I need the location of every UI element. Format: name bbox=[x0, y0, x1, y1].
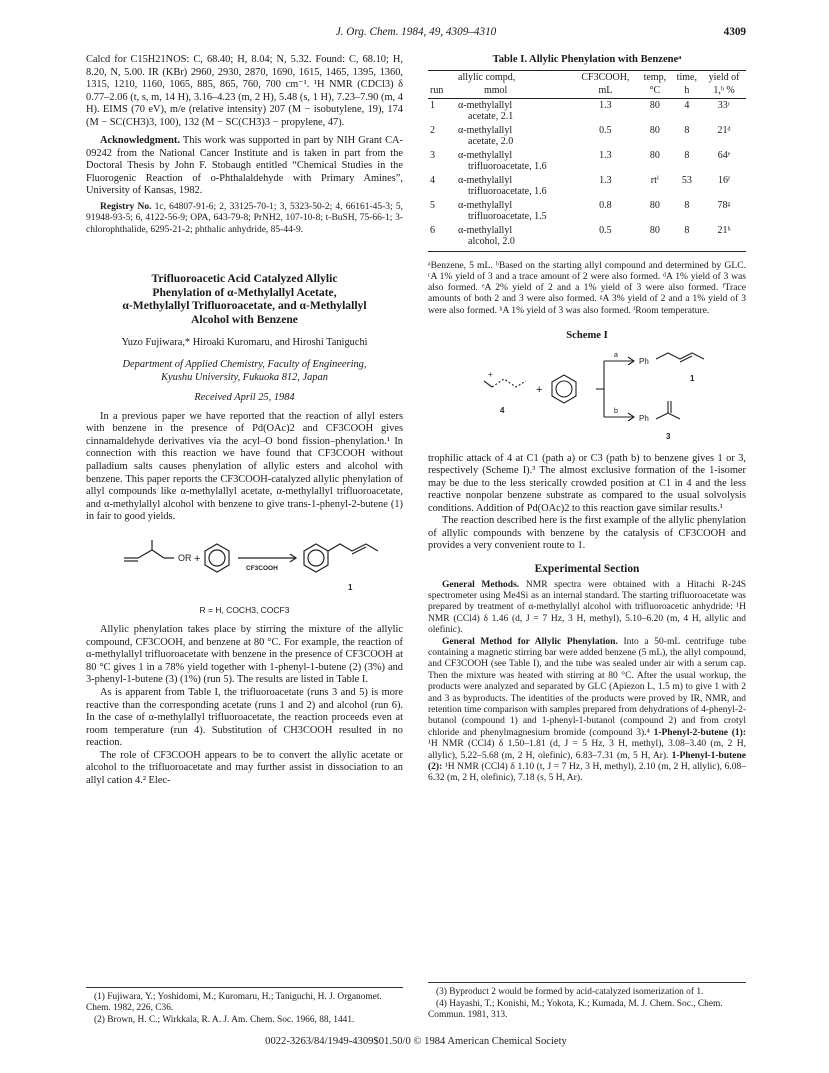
affiliation bbox=[86, 359, 403, 384]
run-cell: 6 bbox=[428, 224, 456, 252]
registry-paragraph bbox=[86, 202, 403, 236]
scheme-drawing bbox=[428, 347, 746, 443]
table-header-cell: 1,ᵇ % bbox=[702, 84, 746, 98]
compound-2-data: ¹H NMR (CCl4) δ 1.10 (t, J = 7 Hz, 3 H, methyl), 2.10 (m, 2 H, allylic), 6.08–6.32 (m, 2 H, olefinic), 7.18 (s, 5 H, Ar). bbox=[428, 762, 746, 784]
time-cell: 8 bbox=[684, 124, 690, 136]
table-header-cell: h bbox=[672, 84, 703, 98]
yield-cell: 64ᵉ bbox=[717, 149, 731, 161]
compound-name: α-methylallyl bbox=[458, 224, 513, 236]
procedure-text: Into a 50-mL centrifuge tube containing a magnetic stirring bar were added benzene (5 mL), the allyl compound, and CF3COOH (see Table I), and the tube was sealed under air with a serum cap. Then the mixture was heated with stirring at 80 °C. After the usual workup, the products were analyzed and separated by GLC (Apiezon L, 1.5 m) to give 1 with 2 and 3 as byproducts. The identities of the products were proved by IR, NMR, and retention time comparison with samples prepared from dehydrations of 4-phenyl-2-butanol (compound 1) and 1-phenyl-1-butanol (compound 2) and from crotyl chloride and phenylmagnesium bromide (compound 3).⁴ bbox=[428, 636, 746, 738]
compound-1-heading: 1-Phenyl-2-butene (1): bbox=[649, 727, 747, 738]
running-header bbox=[86, 26, 746, 40]
intro-paragraph: In a previous paper we have reported that the reaction of allyl esters with benzene in the presence of Pd(OAc)2 and CF3COOH gives cinnamaldehyde derivatives via the acyl–O bond fission–phenylation.¹ In connection with this reaction we have found that CF3COOH without palladium salts causes phenylation of allylic esters and alcohol with benzene. This paper reports the CF3COOH-catalyzed allylic phenylation of allyl compounds like α-methylallyl acetate, α-methylallyl trifluoroacetate, and α-methylallyl alcohol with benzene to give trans-1-phenyl-2-butene (1) in fair to good yields. bbox=[86, 410, 403, 523]
article-title bbox=[86, 272, 403, 326]
run-cell: 2 bbox=[430, 124, 435, 136]
table-header-cell: yield of bbox=[702, 70, 746, 84]
or-group-label: OR bbox=[178, 552, 192, 563]
compound-amount: acetate, 2.1 bbox=[468, 111, 514, 123]
acid-cell: 0.8 bbox=[599, 199, 612, 211]
time-cell: 8 bbox=[672, 224, 703, 252]
compound-name: α-methylallyl bbox=[458, 99, 513, 111]
procedure-paragraph bbox=[428, 637, 746, 785]
path-a-label: a bbox=[614, 351, 618, 359]
acknowledgment-text: This work was supported in part by NIH Grant CA-09242 from the National Cancer Institute and is taken in part from the Doctoral Thesis by John F. Stobaugh entitled “Chemical Studies in the Fluorogenic Reaction of o-Phthalaldehyde with Primary Amines”, University of Kansas, 1982. bbox=[86, 135, 403, 197]
article-title-line: α-Methylallyl Trifluoroacetate, and α-Methylallyl bbox=[122, 299, 367, 313]
compound-1-data: ¹H NMR (CCl4) δ 1.50–1.81 (d, J = 5 Hz, 3 H, methyl), 3.08–3.40 (m, 2 H, allylic), 5.22–5.68 (m, 2 H, olefinic), 6.83–7.31 (m, 5 H, Ar). bbox=[428, 739, 746, 761]
copyright-footer: 0022-3263/84/1949-4309$01.50/0 © 1984 American Chemical Society bbox=[265, 1036, 567, 1047]
table-row bbox=[428, 199, 746, 224]
temp-cell: 80 bbox=[649, 199, 660, 211]
table-header-cell: °C bbox=[638, 84, 671, 98]
procedure-label: General Method for Allylic Phenylation. bbox=[442, 636, 618, 647]
compound-amount: acetate, 2.0 bbox=[468, 136, 514, 148]
compound-3-label: 3 bbox=[666, 431, 671, 441]
yield-cell: 33ᶜ bbox=[717, 99, 731, 111]
journal-citation: J. Org. Chem. 1984, 49, 4309–4310 bbox=[335, 26, 497, 38]
compound-amount: alcohol, 2.0 bbox=[468, 236, 515, 248]
run-cell: 1 bbox=[430, 99, 435, 111]
footnote: (3) Byproduct 2 would be formed by acid-catalyzed isomerization of 1. bbox=[436, 987, 704, 997]
body-paragraph: The role of CF3COOH appears to be to convert the allylic acetate or alcohol to the trifluoroacetate and may further assist in dissociation to an allyl cation 4.² Elec- bbox=[86, 749, 403, 786]
run-cell: 5 bbox=[430, 199, 435, 211]
compound-amount: trifluoroacetate, 1.6 bbox=[468, 186, 547, 198]
product-number: 1 bbox=[348, 582, 353, 592]
reagent-label: CF3COOH bbox=[246, 564, 278, 572]
table-header-cell: run bbox=[428, 84, 456, 98]
table-row bbox=[428, 149, 746, 174]
run-cell: 4 bbox=[430, 174, 435, 186]
acid-cell: 1.3 bbox=[599, 99, 612, 111]
acknowledgment-label: Acknowledgment. bbox=[100, 135, 180, 147]
methods-text: NMR spectra were obtained with a Hitachi R-24S spectrometer using Me4Si as an internal standard. The starting trifluoroacetate was prepared by treatment of α-methylallyl alcohol with trifluoroacetic anhydride: ¹H NMR (CCl4) δ 1.46 (d, J = 7 Hz, 3 H, methyl), 5.10–6.20 (m, 4 H, allylic and olefinic). bbox=[428, 579, 746, 636]
compound-name: α-methylallyl bbox=[458, 124, 513, 136]
compound-name: α-methylallyl bbox=[458, 199, 513, 211]
cation-charge-label: + bbox=[488, 369, 493, 379]
compound-amount: trifluoroacetate, 1.6 bbox=[468, 161, 547, 173]
time-cell: 8 bbox=[684, 199, 690, 211]
left-column bbox=[86, 54, 403, 787]
registry-label: Registry No. bbox=[100, 202, 152, 213]
plus-sign: + bbox=[194, 552, 201, 565]
compound-cell bbox=[456, 124, 573, 149]
footnotes-left bbox=[86, 987, 403, 1027]
footnotes-right bbox=[428, 982, 746, 1022]
temp-cell: 80 bbox=[649, 99, 660, 111]
table-row bbox=[428, 174, 746, 199]
table-footnotes: ᵃBenzene, 5 mL. ᵇBased on the starting allyl compound and determined by GLC. ᶜA 1% yield of 3 and a trace amount of 2 were also formed. ᵈA 1% yield of 3 was also formed. ᵉA 2% yield of 2 and a 1% yield of 3 were also formed. ᶠTrace amounts of both 2 and 3 were also formed. ᵍA 3% yield of 2 and a 1% yield of 3 were also formed. ʰA 1% yield of 3 was also formed. ⁱRoom temperature. bbox=[428, 259, 746, 316]
table-header-cell bbox=[428, 70, 456, 84]
received-date: Received April 25, 1984 bbox=[194, 392, 295, 404]
yield-cell: 21ʰ bbox=[702, 224, 746, 252]
compound-name: α-methylallyl bbox=[458, 149, 513, 161]
body-paragraph: As is apparent from Table I, the trifluoroacetate (runs 3 and 5) is more reactive than the corresponding acetate (runs 1 and 2) and alcohol (run 6). In the case of α-methylallyl trifluoroacetate, the reaction proceeds even at room temperature (run 4). Substitution of CH3COOH resulted in no reaction. bbox=[86, 687, 403, 749]
yield-cell: 16ᶠ bbox=[718, 174, 731, 186]
body-paragraph: The reaction described here is the first example of the allylic phenylation of allylic compounds with benzene by the catalysis of CF3COOH and provides a very convenient route to 1. bbox=[428, 515, 746, 552]
body-paragraph: Allylic phenylation takes place by stirring the mixture of the allylic compound, CF3COOH, and benzene at 80 °C. For example, the reaction of α-methylallyl trifluoroacetate with benzene in the presence of CF3COOH at 80 °C gives 1 in a 78% yield together with 1-phenyl-1-butene (2) (3%) and 3-phenyl-1-butene (3) (1%) (run 5). The results are listed in Table I. bbox=[86, 624, 403, 686]
analysis-data-paragraph: Calcd for C15H21NOS: C, 68.40; H, 8.04; N, 5.32. Found: C, 68.10; H, 8.20, N, 5.00. IR (KBr) 2960, 2930, 2870, 1690, 1615, 1465, 1395, 1360, 1315, 1210, 1160, 1065, 885, 865, 760, 700 cm⁻¹. ¹H NMR (CDCl3) δ 0.77–2.06 (t, s, m, 14 H), 3.16–4.23 (m, 2 H), 5.48 (s, 1 H), 7.23–7.90 (m, 4 H). EIMS (70 eV), m/e (relative intensity) 207 (M − isobutylene, 19), 174 (M − SC(CH3)3, 100), 132 (M − SC(CH3)3 − propylene, 47). bbox=[86, 54, 403, 128]
footnote-divider bbox=[428, 982, 746, 983]
reaction-equation-drawing bbox=[86, 530, 403, 600]
phenyl-label-bottom: Ph bbox=[639, 413, 649, 423]
table-row bbox=[428, 224, 746, 252]
compound-amount: trifluoroacetate, 1.5 bbox=[468, 211, 547, 223]
scheme-title: Scheme I bbox=[566, 330, 608, 342]
compound-4-label: 4 bbox=[500, 405, 505, 415]
section-heading: Experimental Section bbox=[534, 562, 640, 575]
results-table bbox=[428, 70, 746, 252]
compound-1-label: 1 bbox=[690, 373, 695, 383]
table-title: Table I. Allylic Phenylation with Benzeneᵃ bbox=[492, 54, 682, 65]
article-title-line: Phenylation of α-Methylallyl Acetate, bbox=[152, 285, 337, 299]
acid-cell: 1.3 bbox=[599, 174, 612, 186]
table-header-cell: mmol bbox=[456, 84, 573, 98]
yield-cell: 78ᵍ bbox=[717, 199, 731, 211]
temp-cell: 80 bbox=[649, 124, 660, 136]
yield-cell: 21ᵈ bbox=[717, 124, 731, 136]
article-title-line: Trifluoroacetic Acid Catalyzed Allylic bbox=[151, 272, 338, 286]
registry-text: 1c, 64807-91-6; 2, 33125-70-1; 3, 5323-50-2; 4, 66161-45-3; 5, 91948-93-5; 6, 4122-56-9; OPA, 643-79-8; PrNH2, 107-10-8; t-BuSH, 75-66-1; 3-chlorophthalide, 6295-21-2; phthalic anhydride, 85-44-9. bbox=[86, 202, 404, 235]
table-row bbox=[428, 98, 746, 124]
footnote: (4) Hayashi, T.; Konishi, M.; Yokota, K.; Kumada, M. J. Chem. Soc., Chem. Commun. 1981, 313. bbox=[428, 999, 723, 1020]
compound-name: α-methylallyl bbox=[458, 174, 513, 186]
table-header-cell: mL bbox=[573, 84, 639, 98]
acid-cell: 1.3 bbox=[599, 149, 612, 161]
reaction-equation bbox=[86, 530, 403, 600]
compound-cell bbox=[456, 149, 573, 174]
scheme-plus-sign: + bbox=[536, 383, 543, 396]
temp-cell: rtⁱ bbox=[650, 174, 659, 186]
body-paragraph: trophilic attack of 4 at C1 (path a) or C3 (path b) to benzene gives 1 or 3, respectively (Scheme I).³ The almost exclusive formation of the 1-isomer may be due to the less sterically crowded position at C1 in 4 and the less reactive nonpolar benzene substrate as compared to the usual solvolysis conditions. Addition of Pd(OAc)2 to this reaction gave similar results.¹ bbox=[428, 452, 746, 514]
run-cell: 3 bbox=[430, 149, 435, 161]
article-title-line: Alcohol with Benzene bbox=[191, 313, 298, 327]
footnote-divider bbox=[86, 987, 403, 988]
methods-paragraph bbox=[428, 580, 746, 637]
compound-cell bbox=[456, 199, 573, 224]
table-header-cell: CF3COOH, bbox=[573, 70, 639, 84]
table-header-cell: temp, bbox=[638, 70, 671, 84]
acid-cell: 0.5 bbox=[573, 224, 639, 252]
reaction-caption: R = H, COCH3, COCF3 bbox=[199, 604, 290, 615]
page-number: 4309 bbox=[723, 26, 746, 38]
footnote: (1) Fujiwara, Y.; Yoshidomi, M.; Kuromaru, H.; Taniguchi, H. J. Organomet. Chem. 1982, 226, C36. bbox=[86, 992, 382, 1013]
right-column bbox=[428, 54, 746, 785]
authors: Yuzo Fujiwara,* Hiroaki Kuromaru, and Hiroshi Taniguchi bbox=[121, 336, 368, 348]
acid-cell: 0.5 bbox=[599, 124, 612, 136]
compound-cell bbox=[456, 98, 573, 124]
temp-cell: 80 bbox=[649, 149, 660, 161]
compound-cell bbox=[456, 174, 573, 199]
compound-2-heading: 1-Phenyl-1-butene (2): bbox=[428, 750, 746, 772]
table-header-cell: allylic compd, bbox=[456, 70, 573, 84]
methods-label: General Methods. bbox=[442, 579, 520, 590]
compound-cell bbox=[456, 224, 573, 252]
phenyl-label-top: Ph bbox=[639, 356, 649, 366]
temp-cell: 80 bbox=[638, 224, 671, 252]
acknowledgment-paragraph bbox=[86, 135, 403, 198]
affiliation-line: Kyushu University, Fukuoka 812, Japan bbox=[161, 371, 328, 383]
path-b-label: b bbox=[614, 407, 618, 415]
scheme-diagram bbox=[428, 347, 746, 443]
affiliation-line: Department of Applied Chemistry, Faculty of Engineering, bbox=[122, 359, 367, 371]
footnote: (2) Brown, H. C.; Wirkkala, R. A. J. Am. Chem. Soc. 1966, 88, 1441. bbox=[94, 1015, 355, 1025]
time-cell: 53 bbox=[681, 174, 692, 186]
time-cell: 8 bbox=[684, 149, 690, 161]
table-header-cell: time, bbox=[672, 70, 703, 84]
time-cell: 4 bbox=[684, 99, 690, 111]
table-row bbox=[428, 124, 746, 149]
